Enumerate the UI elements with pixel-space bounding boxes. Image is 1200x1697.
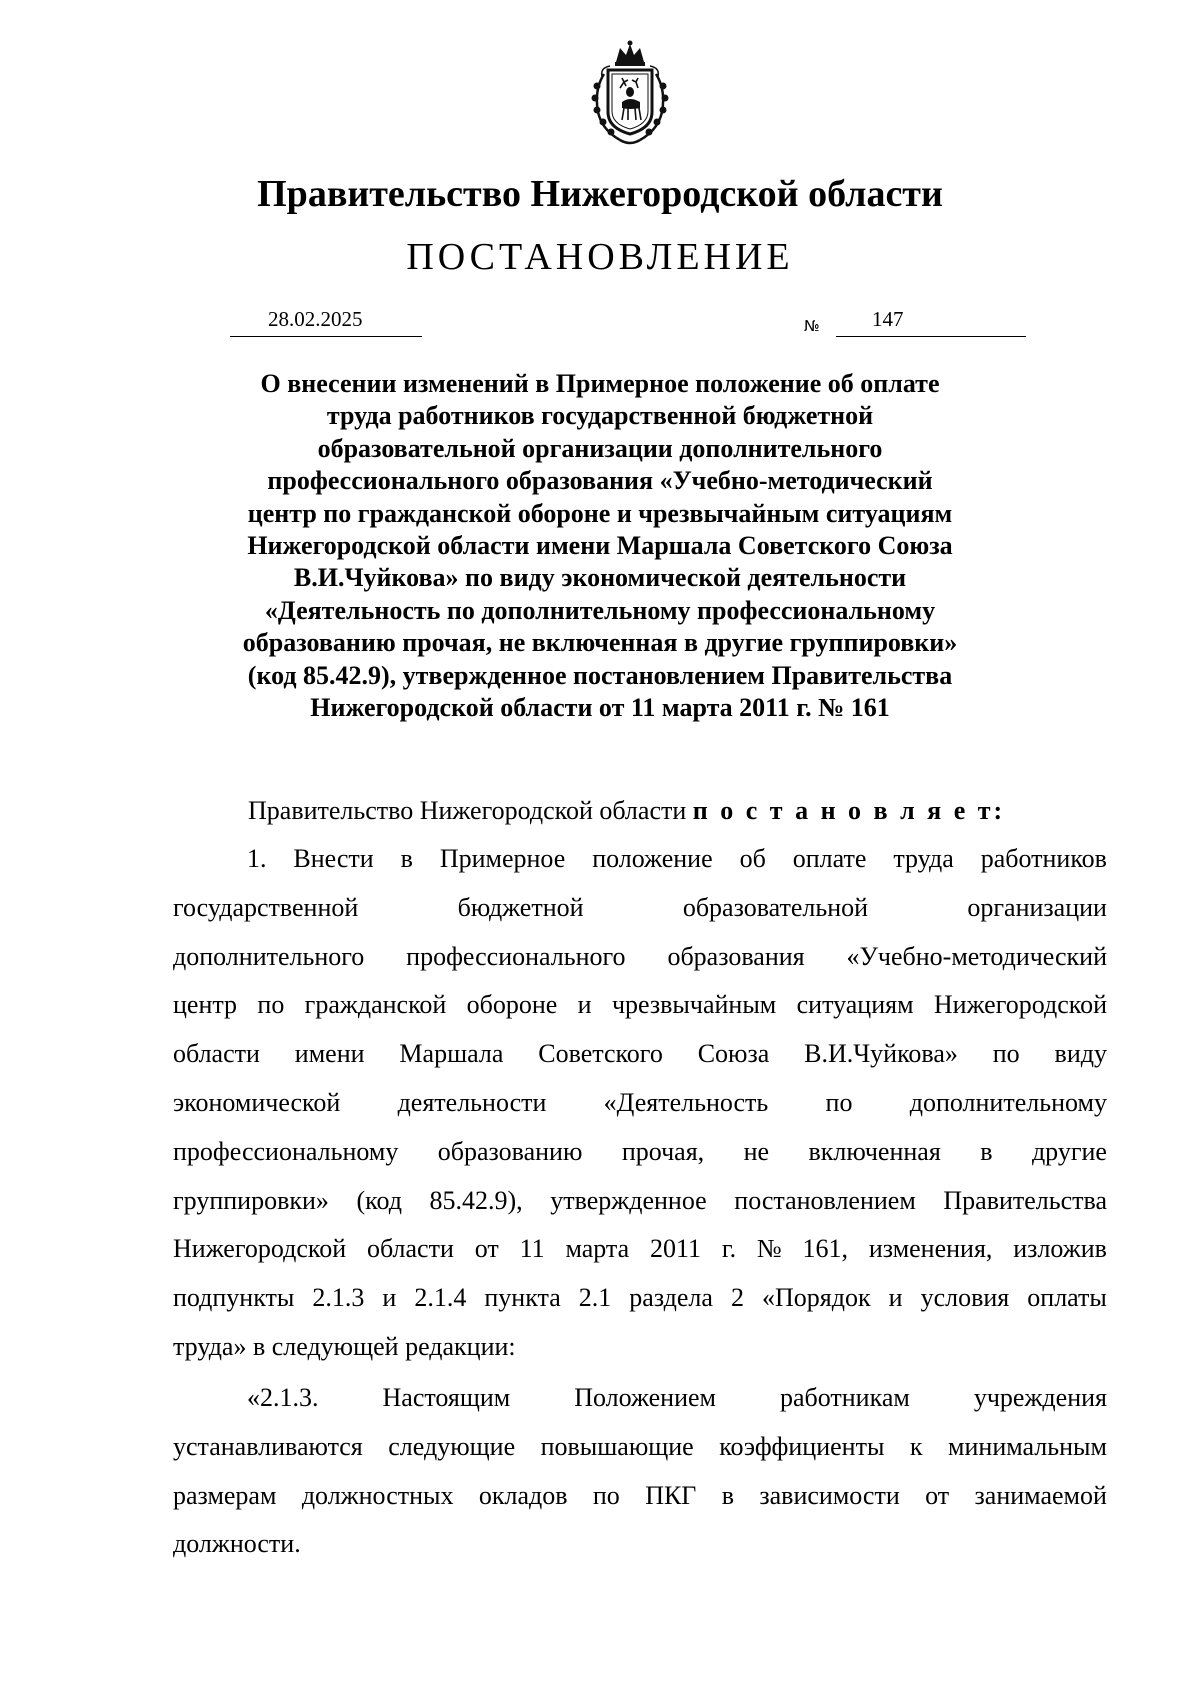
word: оплате xyxy=(792,844,867,873)
paragraph-line xyxy=(173,1274,1107,1323)
word: марта xyxy=(565,1234,630,1264)
word: профессионального xyxy=(406,941,626,971)
paragraph-1 xyxy=(173,835,1107,1372)
word: оплаты xyxy=(1027,1283,1107,1313)
word: по xyxy=(257,990,285,1020)
heading-line: образовательной организации дополнительного xyxy=(317,433,883,463)
paragraph-line xyxy=(173,1323,1107,1372)
heading-line: труда работников государственной бюджетной xyxy=(326,401,874,431)
word: занимаемой xyxy=(974,1480,1107,1510)
word: и xyxy=(382,1283,397,1313)
word: «Порядок xyxy=(761,1283,871,1313)
word: Советского xyxy=(538,1039,663,1069)
word: не xyxy=(743,1136,770,1166)
word: Союза xyxy=(697,1039,770,1069)
word: виду xyxy=(1054,1039,1107,1069)
word: размерам xyxy=(173,1480,277,1510)
word: Нижегородской xyxy=(173,1234,347,1264)
word: следующие xyxy=(388,1431,516,1461)
preamble-emphasis: п о с т а н о в л я е т: xyxy=(692,796,1006,825)
date-field xyxy=(230,306,422,337)
word: работников xyxy=(980,844,1107,873)
word: ПКГ xyxy=(645,1480,697,1510)
document-heading xyxy=(150,368,1050,724)
word: Внести xyxy=(293,844,374,873)
paragraph-line xyxy=(173,1177,1107,1226)
word: В.И.Чуйкова» xyxy=(804,1039,958,1069)
word: повышающие xyxy=(540,1431,694,1461)
word: 1. xyxy=(247,844,267,873)
word: дополнительному xyxy=(909,1087,1107,1117)
preamble-text: Правительство Нижегородской области xyxy=(248,796,693,825)
paragraph-line xyxy=(173,1128,1107,1177)
word: Примерное xyxy=(439,844,566,873)
word: к xyxy=(909,1431,923,1461)
word: условия xyxy=(920,1283,1010,1313)
word: образования xyxy=(667,941,805,971)
heading-line: (код 85.42.9), утвержденное постановлением Правительства xyxy=(247,660,953,690)
word: деятельности xyxy=(397,1087,547,1117)
paragraph-line xyxy=(173,884,1107,933)
word: Маршала xyxy=(399,1039,504,1069)
word: в xyxy=(400,844,413,873)
word: Правительства xyxy=(943,1185,1107,1215)
word: г. xyxy=(721,1234,737,1264)
number-sign: № xyxy=(804,317,820,335)
word: в xyxy=(980,1136,993,1166)
word: постановлением xyxy=(734,1185,916,1215)
word: другие xyxy=(1031,1136,1107,1166)
word: Положением xyxy=(574,1383,716,1412)
word: по xyxy=(825,1087,853,1117)
paragraph-line xyxy=(173,933,1107,982)
word: 11 xyxy=(519,1234,545,1264)
word: области xyxy=(173,1039,260,1069)
word: 2.1.3 xyxy=(312,1283,365,1313)
heading-line: В.И.Чуйкова» по виду экономической деятельности xyxy=(293,563,907,593)
heading-line: Нижегородской области от 11 марта 2011 г. № 161 xyxy=(310,693,890,723)
word: зависимости xyxy=(759,1480,900,1510)
word: прочая, xyxy=(621,1136,705,1166)
government-title: Правительство Нижегородской области xyxy=(257,173,943,215)
word: дополнительного xyxy=(173,941,365,971)
paragraph-2 xyxy=(173,1374,1107,1569)
word: и xyxy=(577,990,592,1020)
word: Настоящим xyxy=(382,1383,511,1412)
word: гражданской xyxy=(304,990,447,1020)
paragraph-line xyxy=(173,1374,1107,1423)
word: работникам xyxy=(779,1383,910,1412)
word: области xyxy=(366,1234,454,1264)
word: № xyxy=(756,1234,782,1264)
heading-line: «Деятельность по дополнительному профессиональному xyxy=(264,595,936,625)
preamble xyxy=(248,795,1005,827)
word: организации xyxy=(967,892,1107,922)
word: от xyxy=(925,1480,950,1510)
paragraph-line xyxy=(173,1472,1107,1521)
word: положение xyxy=(592,844,713,873)
paragraph-line xyxy=(173,981,1107,1030)
word: 2 xyxy=(730,1283,744,1313)
word: 161, xyxy=(802,1234,849,1264)
word: должности. xyxy=(173,1529,301,1559)
word: об xyxy=(739,844,766,873)
word: труда xyxy=(893,844,954,873)
word: «Учебно-методический xyxy=(846,941,1107,971)
word: профессиональному xyxy=(173,1136,399,1166)
word: в xyxy=(721,1480,734,1510)
word: пункта xyxy=(484,1283,561,1313)
word: экономической xyxy=(173,1087,341,1117)
word: обороне xyxy=(466,990,558,1020)
word: «2.1.3. xyxy=(247,1383,319,1412)
word: 2011 xyxy=(649,1234,702,1264)
word: труда» в следующей редакции: xyxy=(173,1331,516,1361)
document-number: 147 xyxy=(872,307,904,331)
paragraph-line xyxy=(173,1225,1107,1274)
word: группировки» xyxy=(173,1185,329,1215)
word: чрезвычайным xyxy=(611,990,777,1020)
coat-of-arms-icon xyxy=(580,40,680,150)
word: подпункты xyxy=(173,1283,295,1313)
word: государственной xyxy=(173,892,359,922)
heading-line: О внесении изменений в Примерное положение об оплате xyxy=(260,369,940,398)
word: окладов xyxy=(478,1480,568,1510)
word: от xyxy=(474,1234,499,1264)
heading-line: Нижегородской области имени Маршала Советского Союза xyxy=(247,531,953,561)
word: включенная xyxy=(808,1136,941,1166)
heading-line: центр по гражданской обороне и чрезвычайным ситуациям xyxy=(247,498,953,528)
word: (код xyxy=(356,1185,402,1215)
word: устанавливаются xyxy=(173,1431,363,1461)
word: 2.1 xyxy=(578,1283,612,1313)
word: по xyxy=(592,1480,620,1510)
word: по xyxy=(992,1039,1020,1069)
word: центр xyxy=(173,990,238,1020)
heading-line: профессионального образования «Учебно-методический xyxy=(267,466,933,496)
paragraph-line xyxy=(173,1520,1107,1569)
word: минимальным xyxy=(948,1431,1107,1461)
word: и xyxy=(888,1283,903,1313)
word: ситуациям xyxy=(796,990,914,1020)
word: 2.1.4 xyxy=(414,1283,467,1313)
paragraph-line xyxy=(173,1079,1107,1128)
paragraph-line xyxy=(173,835,1107,884)
word: имени xyxy=(294,1039,365,1069)
word: образовательной xyxy=(682,892,869,922)
word: коэффициенты xyxy=(719,1431,885,1461)
document-type: ПОСТАНОВЛЕНИЕ xyxy=(406,236,794,278)
paragraph-line xyxy=(173,1423,1107,1472)
word: 85.42.9), xyxy=(429,1185,523,1215)
heading-line: образованию прочая, не включенная в другие группировки» xyxy=(242,628,958,658)
word: учреждения xyxy=(973,1383,1107,1412)
paragraph-line xyxy=(173,1030,1107,1079)
word: бюджетной xyxy=(457,892,584,922)
word: утвержденное xyxy=(550,1185,707,1215)
word: Нижегородской xyxy=(933,990,1107,1020)
word: образованию xyxy=(437,1136,583,1166)
word: изменения, xyxy=(868,1234,993,1264)
number-field xyxy=(836,306,1026,337)
word: изложив xyxy=(1013,1234,1107,1264)
word: должностных xyxy=(301,1480,454,1510)
document-date: 28.02.2025 xyxy=(268,307,363,331)
word: раздела xyxy=(629,1283,713,1313)
word: «Деятельность xyxy=(603,1087,769,1117)
